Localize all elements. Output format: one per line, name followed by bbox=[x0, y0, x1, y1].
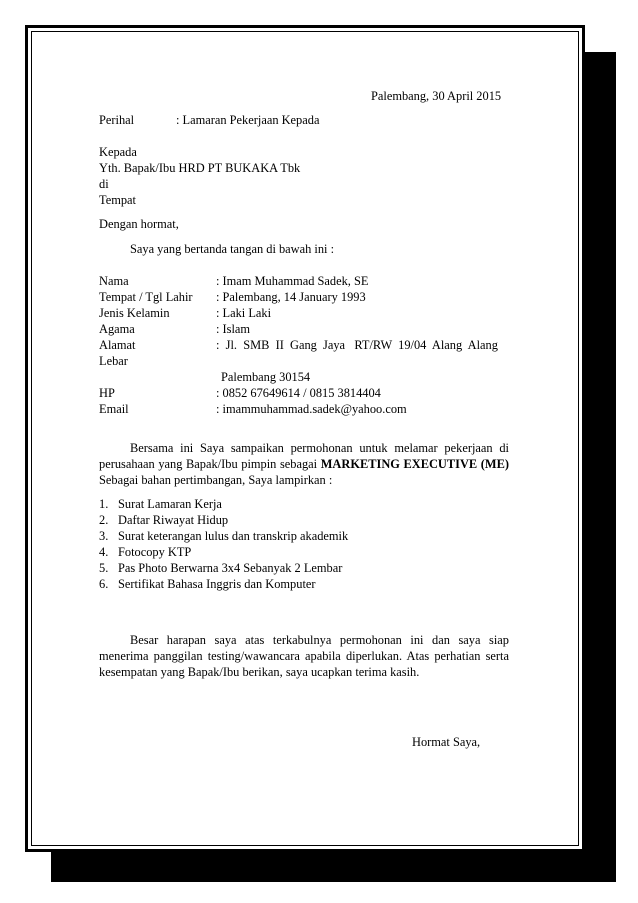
recipient-line-3: di bbox=[99, 177, 109, 191]
email-value: : imammuhammad.sadek@yahoo.com bbox=[216, 402, 407, 416]
recipient-line-2: Yth. Bapak/Ibu HRD PT BUKAKA Tbk bbox=[99, 161, 301, 175]
recipient-line-1: Kepada bbox=[99, 145, 137, 159]
body-paragraph-1 bbox=[99, 440, 509, 488]
gender-value: : Laki Laki bbox=[216, 306, 272, 320]
intro-text: Saya yang bertanda tangan di bawah ini : bbox=[130, 242, 335, 256]
gender-label: Jenis Kelamin bbox=[99, 306, 170, 320]
attachment-list bbox=[99, 496, 348, 592]
name-label: Nama bbox=[99, 274, 129, 288]
list-item: 3. Surat keterangan lulus dan transkrip akademik bbox=[99, 529, 349, 543]
place-date: Palembang, 30 April 2015 bbox=[371, 89, 502, 103]
religion-value: : Islam bbox=[216, 322, 251, 336]
list-item: 5. Pas Photo Berwarna 3x4 Sebanyak 2 Lembar bbox=[99, 561, 343, 575]
phone-value: : 0852 67649614 / 0815 3814404 bbox=[216, 386, 381, 400]
body-p1-start: Bersama ini Saya sampaikan permohonan untuk melamar pekerjaan di perusahaan yang Bapak/Ibu pimpin sebagai bbox=[99, 441, 509, 471]
body-p1-end: Sebagai bahan pertimbangan, Saya lampirkan : bbox=[99, 473, 333, 487]
email-label: Email bbox=[99, 402, 129, 416]
list-item: 6. Sertifikat Bahasa Inggris dan Komputer bbox=[99, 577, 316, 591]
body-p2-text: Besar harapan saya atas terkabulnya permohonan ini dan saya siap menerima panggilan testing/wawancara apabila diperlukan. Atas perhatian serta kesempatan yang Bapak/Ibu berikan, saya ucapkan terima kasih. bbox=[99, 633, 509, 679]
name-value: : Imam Muhammad Sadek, SE bbox=[216, 274, 369, 288]
list-item: 2. Daftar Riwayat Hidup bbox=[99, 513, 229, 527]
address-city: Palembang 30154 bbox=[221, 370, 311, 384]
list-item: 1. Surat Lamaran Kerja bbox=[99, 497, 222, 511]
closing: Hormat Saya, bbox=[412, 735, 481, 749]
body-paragraph-2 bbox=[99, 632, 509, 680]
birth-label: Tempat / Tgl Lahir bbox=[99, 290, 193, 304]
position-title: MARKETING EXECUTIVE (ME) bbox=[320, 457, 509, 471]
address-value: : Jl. SMB II Gang Jaya RT/RW 19/04 Alang Alang bbox=[216, 338, 498, 352]
religion-label: Agama bbox=[99, 322, 135, 336]
greeting: Dengan hormat, bbox=[99, 217, 179, 231]
subject-label: Perihal bbox=[99, 113, 135, 127]
birth-value: : Palembang, 14 January 1993 bbox=[216, 290, 366, 304]
phone-label: HP bbox=[99, 386, 115, 400]
address-label: Alamat bbox=[99, 338, 136, 352]
address-continued: Lebar bbox=[99, 354, 128, 368]
list-item: 4. Fotocopy KTP bbox=[99, 545, 192, 559]
subject-value: : Lamaran Pekerjaan Kepada bbox=[176, 113, 320, 127]
recipient-line-4: Tempat bbox=[99, 193, 136, 207]
